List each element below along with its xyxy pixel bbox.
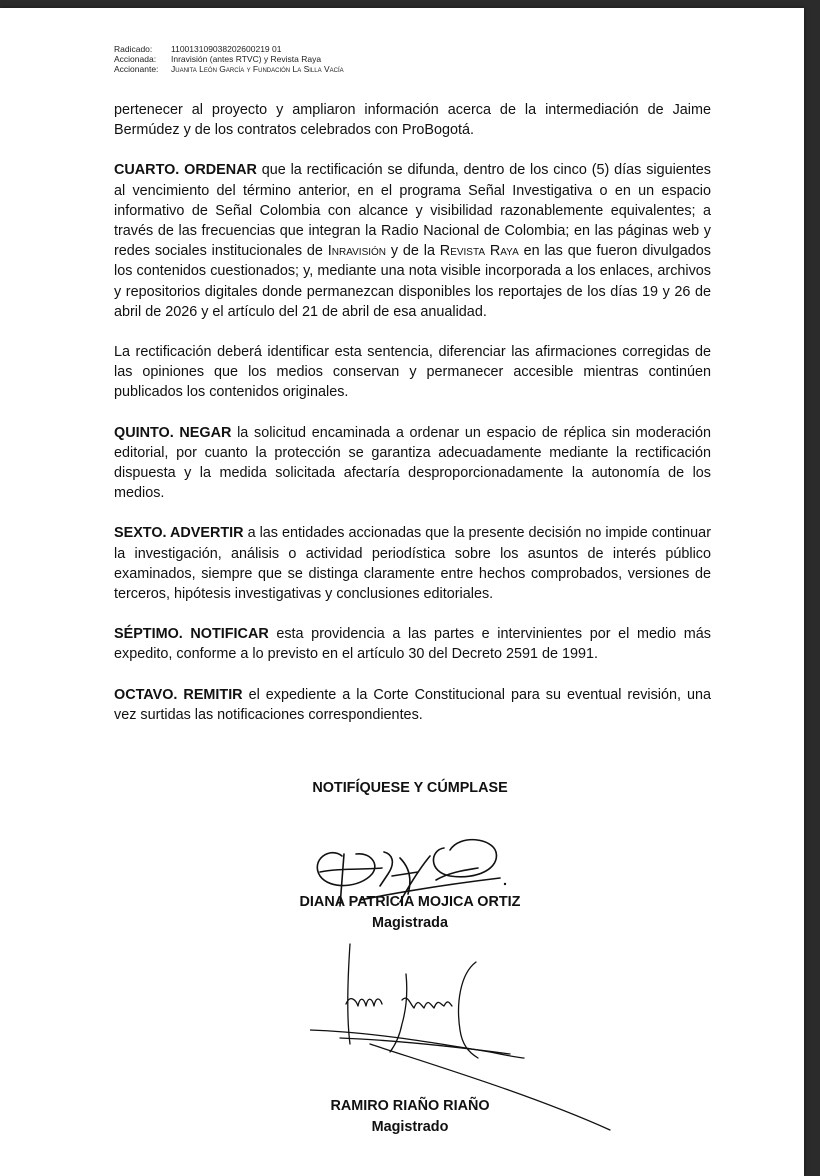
paragraph-cuarto: CUARTO. ORDENAR que la rectificación se difunda, dentro de los cinco (5) días siguientes al vencimiento del término anterior, en el programa Señal Investigativa o en un espacio informativo de Señal Colombia con alcance y visibilidad razonablemente equivalentes; a través de las frecuencias que integran la Radio Nacional de Colombia; en las páginas web y redes sociales institucionales de Inravisión y de la Revista Raya en las que fueron divulgados los contenidos cuestionados; y, mediante una nota visible incorporada a los enlaces, archivos y repositorios digitales donde permanezcan disponibles los reportajes de los días 19 y 26 de abril de 2026 y el artículo del 21 de abril de esa anualidad. <box>114 162 711 320</box>
paragraph-octavo: OCTAVO. REMITIR el expediente a la Corte Constitucional para su eventual revisión, una vez surtidas las notificaciones correspondientes. <box>114 686 712 723</box>
radicado-label: Radicado: <box>114 44 153 54</box>
accionada-label: Accionada: <box>114 54 157 64</box>
document-body <box>114 100 711 745</box>
accionante-value: Juanita León García y Fundación La Silla Vacía <box>171 64 344 74</box>
septimo-lead: SÉPTIMO. NOTIFICAR <box>114 626 269 643</box>
paragraph-septimo: SÉPTIMO. NOTIFICAR esta providencia a las partes e intervinientes por el medio más expedito, conforme a lo previsto en el artículo 30 del Decreto 2591 de 1991. <box>114 626 711 663</box>
sexto-lead: SEXTO. ADVERTIR <box>114 525 244 542</box>
paragraph-continuation: pertenecer al proyecto y ampliaron información acerca de la intermediación de Jaime Bermúdez y de los contratos celebrados con ProBogotá. <box>114 102 711 139</box>
quinto-lead: QUINTO. NEGAR <box>114 424 232 441</box>
accionada-value: Inravisión (antes RTVC) y Revista Raya <box>171 54 322 64</box>
signatory-2-role: Magistrado <box>371 1119 449 1135</box>
paragraph-quinto: QUINTO. NEGAR la solicitud encaminada a ordenar un espacio de réplica sin moderación editorial, por cuanto la protección se garantiza adecuadamente mediante la rectificación dispuesta y la medida solicitada afectaría desproporcionadamente la autonomía de los medios. <box>114 424 711 502</box>
signatory-1-name: DIANA PATRICIA MOJICA ORTIZ <box>299 894 521 910</box>
signatory-2-name: RAMIRO RIAÑO RIAÑO <box>330 1098 490 1114</box>
closing-formula: NOTIFÍQUESE Y CÚMPLASE <box>312 780 508 796</box>
signatory-1-role: Magistrada <box>372 915 448 931</box>
paragraph-sexto: SEXTO. ADVERTIR a las entidades accionadas que la presente decisión no impide continuar la investigación, análisis o actividad periodística sobre los asuntos de interés público examinados, siempre que se distinga claramente entre hechos comprobados, versiones de terceros, hipótesis investigativas y conclusiones editoriales. <box>114 525 711 603</box>
radicado-value: 110013109038202600219 01 <box>171 44 282 54</box>
signatory-2 <box>114 1096 706 1138</box>
accionante-label: Accionante: <box>114 64 159 74</box>
signatory-1 <box>114 892 706 934</box>
case-header <box>114 44 344 74</box>
octavo-lead: OCTAVO. REMITIR <box>114 686 243 703</box>
paragraph-rectificacion: La rectificación deberá identificar esta sentencia, diferenciar las afirmaciones corregidas de las opiniones que los medios conservan y permanecer accesible mientras continúen publicados los contenidos originales. <box>114 344 711 401</box>
cuarto-lead: CUARTO. ORDENAR <box>114 162 257 179</box>
document-page <box>0 8 804 1176</box>
